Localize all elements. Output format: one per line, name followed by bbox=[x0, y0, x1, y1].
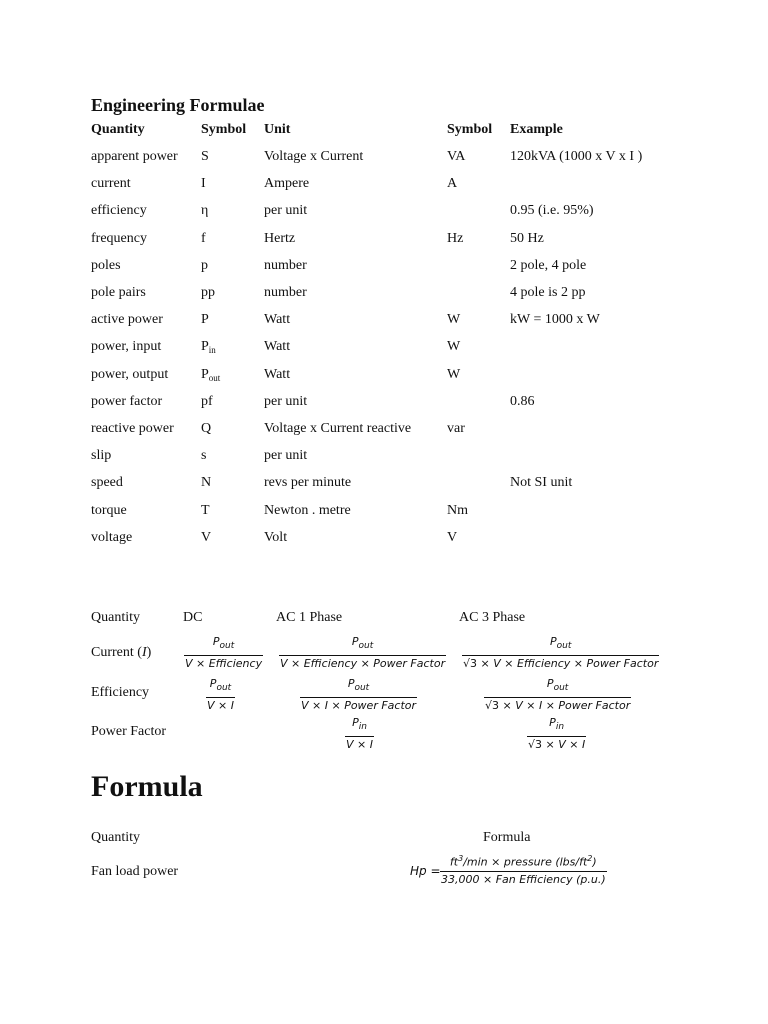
page-title: Engineering Formulae bbox=[91, 95, 265, 115]
cell-unit-symbol: Hz bbox=[447, 231, 464, 246]
cell-unit-symbol: W bbox=[447, 312, 461, 327]
t2-header-ac1: AC 1 Phase bbox=[276, 610, 343, 625]
cell-unit: per unit bbox=[264, 203, 308, 218]
formula-efficiency-dc: $P_{out}$ V × I bbox=[207, 677, 234, 712]
t2-row-label-current: Current (I) bbox=[91, 645, 152, 660]
cell-unit-symbol: VA bbox=[447, 149, 466, 164]
cell-unit: number bbox=[264, 285, 307, 300]
cell-symbol: p bbox=[201, 258, 208, 273]
cell-symbol: η bbox=[201, 203, 209, 218]
cell-unit: Volt bbox=[264, 530, 288, 545]
cell-unit: Watt bbox=[264, 312, 291, 327]
header-quantity: Quantity bbox=[91, 122, 145, 137]
cell-example: kW = 1000 x W bbox=[510, 312, 600, 327]
t2-header-quantity: Quantity bbox=[91, 610, 140, 625]
formula-power-factor-ac3: $P_{in}$ √3 × V × I bbox=[528, 716, 586, 751]
formula-current-ac3: $P_{out}$ √3 × V × Efficiency × Power Factor bbox=[463, 635, 659, 670]
t2-header-ac3: AC 3 Phase bbox=[459, 610, 526, 625]
cell-unit-symbol: W bbox=[447, 339, 461, 354]
t2-header-dc: DC bbox=[183, 610, 203, 625]
cell-unit-symbol: Nm bbox=[447, 503, 468, 518]
formula-current-dc: $P_{out}$ V × Efficiency bbox=[185, 635, 263, 670]
cell-example: 0.95 (i.e. 95%) bbox=[510, 203, 594, 218]
cell-symbol: $P_{in}$ bbox=[201, 339, 216, 355]
t3-header-quantity: Quantity bbox=[91, 830, 140, 845]
cell-symbol: Q bbox=[201, 421, 212, 436]
cell-unit: Watt bbox=[264, 367, 291, 382]
header-symbol: Symbol bbox=[201, 122, 247, 137]
cell-unit: per unit bbox=[264, 394, 308, 409]
header-example: Example bbox=[510, 122, 563, 137]
cell-quantity: frequency bbox=[91, 231, 147, 246]
cell-quantity: active power bbox=[91, 312, 163, 327]
cell-quantity: poles bbox=[91, 258, 121, 273]
cell-quantity: apparent power bbox=[91, 149, 178, 164]
cell-unit: Newton . metre bbox=[264, 503, 351, 518]
formula-efficiency-ac1: $P_{out}$ V × I × Power Factor bbox=[301, 677, 417, 712]
cell-quantity: current bbox=[91, 176, 131, 191]
t3-row-label-fan-load-power: Fan load power bbox=[91, 864, 179, 879]
cell-unit: revs per minute bbox=[264, 475, 352, 490]
cell-quantity: power, input bbox=[91, 339, 162, 354]
header-unit: Unit bbox=[264, 122, 291, 137]
section-title-formula: Formula bbox=[91, 770, 203, 803]
cell-unit-symbol: A bbox=[447, 176, 458, 191]
cell-symbol: s bbox=[201, 448, 207, 463]
formula-power-factor-ac1: $P_{in}$ V × I bbox=[346, 716, 373, 751]
cell-symbol: T bbox=[201, 503, 210, 518]
cell-symbol: $P_{out}$ bbox=[201, 367, 221, 383]
t3-header-formula: Formula bbox=[483, 830, 531, 845]
formula-current-ac1: $P_{out}$ V × Efficiency × Power Factor bbox=[280, 635, 446, 670]
cell-unit: Hertz bbox=[264, 231, 296, 246]
cell-example: Not SI unit bbox=[510, 475, 573, 490]
cell-example: 2 pole, 4 pole bbox=[510, 258, 587, 273]
cell-quantity: efficiency bbox=[91, 203, 147, 218]
cell-example: 4 pole is 2 pp bbox=[510, 285, 586, 300]
cell-quantity: slip bbox=[91, 448, 112, 463]
cell-unit: Watt bbox=[264, 339, 291, 354]
cell-symbol: N bbox=[201, 475, 212, 490]
cell-unit: Voltage x Current bbox=[264, 149, 364, 164]
cell-unit-symbol: W bbox=[447, 367, 461, 382]
cell-symbol: I bbox=[201, 176, 206, 191]
formula-fan-load-power: $ft^3/\min$ × pressure $(lbs/ft^2)$ 33,000 × Fan Efficiency (p.u.) bbox=[441, 854, 606, 886]
t2-row-label-efficiency: Efficiency bbox=[91, 685, 150, 700]
cell-unit: Voltage x Current reactive bbox=[264, 421, 412, 436]
cell-quantity: voltage bbox=[91, 530, 133, 545]
cell-symbol: S bbox=[201, 149, 209, 164]
cell-example: 120kVA (1000 x V x I ) bbox=[510, 149, 643, 164]
cell-quantity: power factor bbox=[91, 394, 163, 409]
cell-symbol: V bbox=[201, 530, 212, 545]
formula-fan-lhs: Hp = bbox=[410, 864, 441, 878]
cell-quantity: reactive power bbox=[91, 421, 174, 436]
cell-symbol: pp bbox=[201, 285, 215, 300]
cell-quantity: pole pairs bbox=[91, 285, 146, 300]
cell-unit-symbol: V bbox=[447, 530, 458, 545]
cell-quantity: speed bbox=[91, 475, 123, 490]
cell-unit: number bbox=[264, 258, 307, 273]
t2-row-label-power-factor: Power Factor bbox=[91, 724, 167, 739]
formula-efficiency-ac3: $P_{out}$ √3 × V × I × Power Factor bbox=[485, 677, 631, 712]
cell-symbol: P bbox=[201, 312, 209, 327]
cell-symbol: f bbox=[201, 231, 206, 246]
cell-quantity: torque bbox=[91, 503, 127, 518]
cell-unit-symbol: var bbox=[447, 421, 465, 436]
header-unit-symbol: Symbol bbox=[447, 122, 493, 137]
cell-unit: per unit bbox=[264, 448, 308, 463]
cell-symbol: pf bbox=[201, 394, 213, 409]
cell-quantity: power, output bbox=[91, 367, 169, 382]
cell-example: 50 Hz bbox=[510, 231, 544, 246]
cell-example: 0.86 bbox=[510, 394, 535, 409]
cell-unit: Ampere bbox=[264, 176, 310, 191]
